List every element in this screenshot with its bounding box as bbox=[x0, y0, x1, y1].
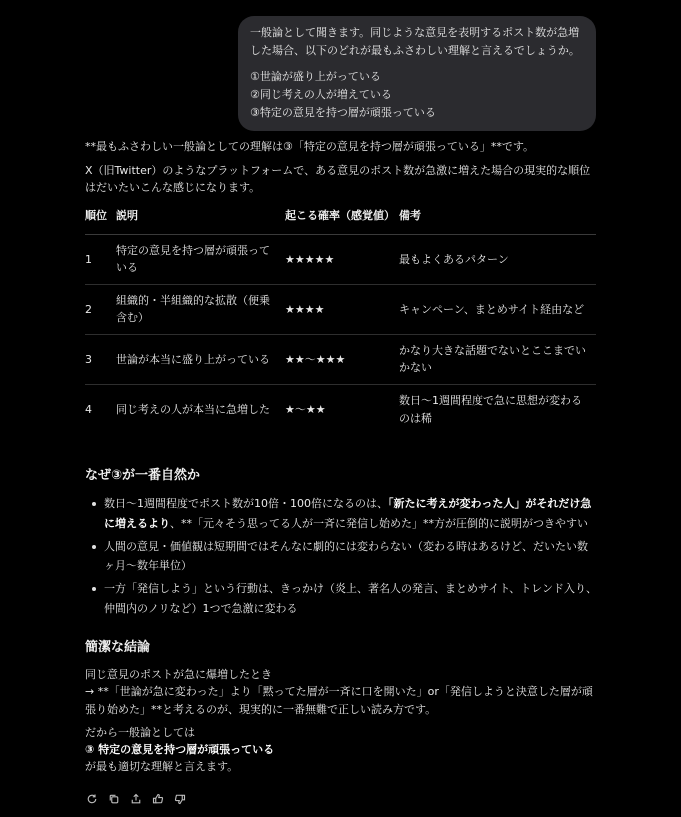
list-item: 一方「発信しよう」という行動は、きっかけ（炎上、著名人の発言、まとめサイト、トレンド入り、仲間内のノリなど）1つで急激に変わる bbox=[85, 579, 597, 618]
table-row bbox=[85, 334, 596, 384]
table-cell: 組織的・半組織的な拡散（便乗含む） bbox=[116, 284, 285, 334]
message-actions bbox=[85, 792, 186, 805]
table-cell: かなり大きな話題でないとここまでいかない bbox=[399, 334, 596, 384]
refresh-icon[interactable] bbox=[85, 792, 98, 805]
table-cell: ★★★★ bbox=[285, 284, 399, 334]
user-option: ①世論が盛り上がっている bbox=[250, 70, 381, 84]
table-cell: ★〜★★ bbox=[285, 402, 326, 416]
table-cell: 3 bbox=[85, 334, 116, 384]
table-cell: 数日〜1週間程度で急に思想が変わるのは稀 bbox=[399, 393, 582, 425]
assistant-answer bbox=[85, 138, 597, 775]
conclusion-line: → **「世論が急に変わった」より「黙ってた層が一斉に口を開いた」or「発信しようと決意した層が頑張り始めた」**と考えるのが、現実的に一番無難で正しい読み方です。 bbox=[85, 685, 593, 716]
table-cell: 同じ考えの人が本当に急増した bbox=[116, 402, 270, 416]
thumbs-up-icon[interactable] bbox=[151, 792, 164, 805]
user-option: ③特定の意見を持つ層が頑張っている bbox=[250, 106, 436, 120]
table-cell: 4 bbox=[85, 402, 92, 416]
table-cell: ★★〜★★★ bbox=[285, 334, 399, 384]
answer-intro-detail: X（旧Twitter）のようなプラットフォームで、ある意見のポスト数が急激に増えた場合の現実的な順位はだいたいこんな感じになります。 bbox=[85, 163, 591, 195]
reason-list bbox=[85, 494, 597, 618]
table-row bbox=[85, 384, 596, 434]
conclusion-line: が最も適切な理解と言えます。 bbox=[85, 760, 239, 774]
list-item bbox=[85, 494, 597, 533]
bullet-bold-text: 「新たに考えが変わった人」がそれだけ急に増えるより bbox=[104, 497, 592, 530]
table-header-row bbox=[85, 207, 596, 235]
table-header: 順位 bbox=[85, 207, 116, 235]
table-cell: 特定の意見を持つ層が頑張っている bbox=[116, 234, 285, 284]
table-cell: ★★★★★ bbox=[285, 234, 399, 284]
list-item: 人間の意見・価値観は短期間ではそんなに劇的には変わらない（変わる時はあるけど、だいたい数ヶ月〜数年単位） bbox=[85, 537, 597, 576]
table-header: 説明 bbox=[116, 207, 285, 235]
table-row bbox=[85, 284, 596, 334]
bullet-text: 数日〜1週間程度でポスト数が10倍・100倍になるのは、 bbox=[104, 497, 388, 511]
conclusion-line: だから一般論としては bbox=[85, 726, 195, 740]
conclusion-bold-text: ③ 特定の意見を持つ層が頑張っている bbox=[85, 743, 275, 757]
bullet-text: 、**「元々そう思ってる人が一斉に発信し始めた」**方が圧倒的に説明がつきやすい bbox=[170, 516, 588, 530]
answer-intro: **最もふさわしい一般論としての理解は③「特定の意見を持つ層が頑張っている」**です。 bbox=[85, 140, 534, 153]
table-header: 備考 bbox=[399, 207, 596, 235]
ranking-table bbox=[85, 207, 596, 435]
share-icon[interactable] bbox=[129, 792, 142, 805]
copy-icon[interactable] bbox=[107, 792, 120, 805]
conclusion-emphasis bbox=[85, 741, 597, 758]
section-heading: 簡潔な結論 bbox=[85, 639, 151, 655]
table-cell: キャンペーン、まとめサイト経由など bbox=[399, 284, 596, 334]
table-cell: 最もよくあるパターン bbox=[399, 234, 596, 284]
table-cell: 世論が本当に盛り上がっている bbox=[116, 334, 285, 384]
table-cell: 1 bbox=[85, 234, 116, 284]
conclusion-line: 同じ意見のポストが急に爆増したとき bbox=[85, 668, 272, 682]
section-heading: なぜ③が一番自然か bbox=[85, 468, 201, 484]
user-message-bubble bbox=[238, 16, 596, 131]
thumbs-down-icon[interactable] bbox=[173, 792, 186, 805]
table-cell: 2 bbox=[85, 284, 116, 334]
user-option: ②同じ考えの人が増えている bbox=[250, 88, 392, 102]
table-header: 起こる確率（感覚値） bbox=[285, 207, 399, 235]
user-question: 一般論として聞きます。同じような意見を表明するポスト数が急増した場合、以下のどれが最もふさわしい理解と言えるでしょうか。 bbox=[250, 26, 580, 57]
table-row bbox=[85, 234, 596, 284]
